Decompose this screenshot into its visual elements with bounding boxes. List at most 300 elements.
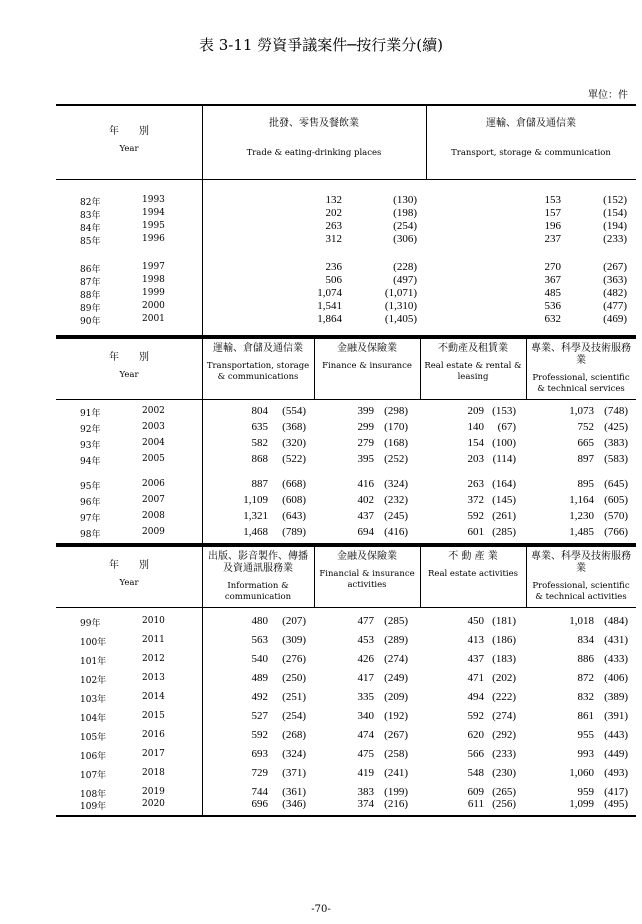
year-roc: 83年: [80, 211, 101, 221]
header-rule: [56, 399, 636, 400]
case-count: 196: [544, 220, 561, 232]
workers-involved-count: (241): [384, 767, 408, 779]
case-count: 752: [577, 421, 594, 433]
column-header-zh: 運輸、倉儲及通信業: [213, 343, 303, 354]
workers-involved-count: (265): [492, 786, 516, 798]
year-ad: 1996: [142, 234, 165, 244]
workers-involved-count: (186): [492, 634, 516, 646]
workers-involved-count: (268): [282, 729, 306, 741]
case-count: 804: [251, 405, 268, 417]
workers-involved-count: (482): [603, 287, 627, 299]
case-count: 665: [577, 437, 594, 449]
year-roc: 90年: [80, 317, 101, 327]
year-roc: 87年: [80, 278, 101, 288]
workers-involved-count: (254): [282, 710, 306, 722]
year-ad: 2009: [142, 527, 165, 537]
workers-involved-count: (320): [282, 437, 306, 449]
year-ad: 2004: [142, 438, 165, 448]
column-header-zh: 不 動 產 業: [448, 551, 498, 562]
workers-involved-count: (766): [604, 526, 628, 538]
section-top-rule: [56, 337, 636, 339]
case-count: 635: [251, 421, 268, 433]
case-count: 236: [325, 261, 342, 273]
year-roc: 91年: [80, 409, 101, 419]
table-section-1: [56, 104, 636, 336]
column-header-zh: 專業、科學及技術服務業: [531, 551, 631, 574]
workers-involved-count: (495): [604, 798, 628, 810]
case-count: 861: [577, 710, 594, 722]
workers-involved-count: (643): [282, 510, 306, 522]
year-roc: 95年: [80, 482, 101, 492]
year-roc: 107年: [80, 771, 107, 781]
case-count: 563: [251, 634, 268, 646]
case-count: 471: [467, 672, 484, 684]
workers-involved-count: (789): [282, 526, 306, 538]
case-count: 527: [251, 710, 268, 722]
case-count: 372: [467, 494, 484, 506]
workers-involved-count: (152): [603, 194, 627, 206]
workers-involved-count: (298): [384, 405, 408, 417]
workers-involved-count: (198): [393, 207, 417, 219]
column-header-1: [204, 343, 312, 383]
column-header-zh: 不動產及租賃業: [438, 343, 508, 354]
column-header-en: Transportation, storage & communications: [206, 361, 310, 382]
column-divider: [426, 104, 427, 179]
case-count: 592: [251, 729, 268, 741]
workers-involved-count: (324): [384, 478, 408, 490]
year-roc: 100年: [80, 638, 107, 648]
year-header: [56, 560, 202, 589]
year-roc: 106年: [80, 752, 107, 762]
year-header-en: Year: [119, 578, 139, 588]
case-count: 1,018: [569, 615, 594, 627]
workers-involved-count: (645): [604, 478, 628, 490]
year-ad: 1997: [142, 262, 165, 272]
workers-involved-count: (469): [603, 313, 627, 325]
column-header-zh: 批發、零售及餐飲業: [269, 118, 359, 129]
workers-involved-count: (252): [384, 453, 408, 465]
year-ad: 2019: [142, 787, 165, 797]
header-rule: [56, 179, 636, 180]
column-divider: [526, 545, 527, 607]
column-header-2: [316, 551, 418, 591]
case-count: 374: [357, 798, 374, 810]
year-ad: 2003: [142, 422, 165, 432]
case-count: 494: [467, 691, 484, 703]
case-count: 993: [577, 748, 594, 760]
workers-involved-count: (484): [604, 615, 628, 627]
case-count: 263: [325, 220, 342, 232]
year-ad: 2013: [142, 673, 165, 683]
case-count: 611: [467, 798, 484, 810]
column-header-2: [428, 118, 634, 159]
case-count: 540: [251, 653, 268, 665]
case-count: 959: [577, 786, 594, 798]
workers-involved-count: (233): [492, 748, 516, 760]
workers-involved-count: (324): [282, 748, 306, 760]
workers-involved-count: (363): [603, 274, 627, 286]
case-count: 566: [467, 748, 484, 760]
year-roc: 89年: [80, 304, 101, 314]
workers-involved-count: (251): [282, 691, 306, 703]
workers-involved-count: (431): [604, 634, 628, 646]
year-roc: 109年: [80, 802, 107, 812]
column-divider: [526, 337, 527, 399]
workers-involved-count: (371): [282, 767, 306, 779]
column-divider: [314, 337, 315, 399]
year-header-zh: 年 別: [109, 125, 149, 137]
workers-involved-count: (194): [603, 220, 627, 232]
case-count: 140: [467, 421, 484, 433]
year-roc: 103年: [80, 695, 107, 705]
case-count: 694: [357, 526, 374, 538]
section-top-rule: [56, 104, 636, 106]
column-header-zh: 出版、影音製作、傳播及資通訊服務業: [208, 551, 308, 574]
workers-involved-count: (416): [384, 526, 408, 538]
case-count: 592: [467, 510, 484, 522]
year-ad: 1999: [142, 288, 165, 298]
year-roc: 92年: [80, 425, 101, 435]
case-count: 263: [467, 478, 484, 490]
year-header: [56, 126, 202, 155]
year-header-en: Year: [119, 143, 139, 154]
section-bottom-rule: [56, 815, 636, 817]
workers-involved-count: (170): [384, 421, 408, 433]
workers-involved-count: (1,071): [384, 287, 417, 299]
workers-involved-count: (274): [384, 653, 408, 665]
table-section-2: [56, 337, 636, 544]
workers-involved-count: (285): [384, 615, 408, 627]
workers-involved-count: (391): [604, 710, 628, 722]
case-count: 609: [467, 786, 484, 798]
column-divider: [314, 545, 315, 607]
workers-involved-count: (181): [492, 615, 516, 627]
year-ad: 2007: [142, 495, 165, 505]
workers-involved-count: (497): [393, 274, 417, 286]
case-count: 744: [251, 786, 268, 798]
case-count: 312: [325, 233, 342, 245]
workers-involved-count: (254): [393, 220, 417, 232]
column-header-4: [528, 551, 634, 603]
workers-involved-count: (207): [282, 615, 306, 627]
case-count: 209: [467, 405, 484, 417]
year-roc: 84年: [80, 224, 101, 234]
workers-involved-count: (417): [604, 786, 628, 798]
workers-involved-count: (289): [384, 634, 408, 646]
year-roc: 97年: [80, 514, 101, 524]
workers-involved-count: (130): [393, 194, 417, 206]
column-divider: [202, 337, 203, 544]
year-roc: 108年: [80, 790, 107, 800]
year-ad: 2010: [142, 616, 165, 626]
workers-involved-count: (368): [282, 421, 306, 433]
column-header-1: [204, 118, 424, 159]
year-roc: 88年: [80, 291, 101, 301]
workers-involved-count: (292): [492, 729, 516, 741]
year-ad: 2000: [142, 301, 165, 311]
workers-involved-count: (209): [384, 691, 408, 703]
case-count: 489: [251, 672, 268, 684]
workers-involved-count: (383): [604, 437, 628, 449]
case-count: 1,164: [569, 494, 594, 506]
case-count: 279: [357, 437, 374, 449]
case-count: 437: [357, 510, 374, 522]
year-ad: 2006: [142, 479, 165, 489]
workers-involved-count: (570): [604, 510, 628, 522]
workers-involved-count: (145): [492, 494, 516, 506]
page-number: -70-: [311, 904, 331, 915]
workers-involved-count: (406): [604, 672, 628, 684]
workers-involved-count: (1,405): [384, 313, 417, 325]
year-ad: 2017: [142, 749, 165, 759]
case-count: 299: [357, 421, 374, 433]
workers-involved-count: (425): [604, 421, 628, 433]
year-ad: 1998: [142, 275, 165, 285]
workers-involved-count: (346): [282, 798, 306, 810]
case-count: 832: [577, 691, 594, 703]
year-ad: 2008: [142, 511, 165, 521]
case-count: 132: [325, 194, 342, 206]
workers-involved-count: (164): [492, 478, 516, 490]
case-count: 1,073: [569, 405, 594, 417]
year-ad: 2014: [142, 692, 165, 702]
column-header-4: [528, 343, 634, 395]
case-count: 1,321: [243, 510, 268, 522]
table-section-3: [56, 545, 636, 816]
workers-involved-count: (267): [603, 261, 627, 273]
column-header-2: [316, 343, 418, 372]
case-count: 399: [357, 405, 374, 417]
workers-involved-count: (493): [604, 767, 628, 779]
workers-involved-count: (228): [393, 261, 417, 273]
workers-involved-count: (202): [492, 672, 516, 684]
case-count: 477: [357, 615, 374, 627]
workers-involved-count: (389): [604, 691, 628, 703]
workers-involved-count: (230): [492, 767, 516, 779]
year-ad: 2012: [142, 654, 165, 664]
column-header-en: Transport, storage & communication: [451, 148, 611, 158]
workers-involved-count: (261): [492, 510, 516, 522]
column-header-en: Professional, scientific & technical services: [532, 373, 630, 394]
workers-involved-count: (522): [282, 453, 306, 465]
workers-involved-count: (583): [604, 453, 628, 465]
workers-involved-count: (100): [492, 437, 516, 449]
column-divider: [420, 545, 421, 607]
column-header-en: Trade & eating-drinking places: [246, 148, 382, 158]
case-count: 592: [467, 710, 484, 722]
case-count: 474: [357, 729, 374, 741]
workers-involved-count: (232): [384, 494, 408, 506]
year-ad: 2002: [142, 406, 165, 416]
workers-involved-count: (250): [282, 672, 306, 684]
year-ad: 2016: [142, 730, 165, 740]
column-header-zh: 專業、科學及技術服務業: [531, 343, 631, 366]
workers-involved-count: (168): [384, 437, 408, 449]
workers-involved-count: (199): [384, 786, 408, 798]
workers-involved-count: (183): [492, 653, 516, 665]
case-count: 548: [467, 767, 484, 779]
workers-involved-count: (267): [384, 729, 408, 741]
column-divider: [202, 545, 203, 816]
year-ad: 2005: [142, 454, 165, 464]
case-count: 419: [357, 767, 374, 779]
case-count: 402: [357, 494, 374, 506]
case-count: 485: [544, 287, 561, 299]
case-count: 620: [467, 729, 484, 741]
workers-involved-count: (192): [384, 710, 408, 722]
year-header-en: Year: [119, 370, 139, 380]
year-roc: 105年: [80, 733, 107, 743]
year-roc: 85年: [80, 237, 101, 247]
case-count: 729: [251, 767, 268, 779]
case-count: 1,109: [243, 494, 268, 506]
workers-involved-count: (154): [603, 207, 627, 219]
workers-involved-count: (153): [492, 405, 516, 417]
case-count: 897: [577, 453, 594, 465]
year-roc: 86年: [80, 265, 101, 275]
column-header-1: [204, 551, 312, 603]
case-count: 1,074: [317, 287, 342, 299]
case-count: 955: [577, 729, 594, 741]
case-count: 1,864: [317, 313, 342, 325]
year-roc: 82年: [80, 198, 101, 208]
case-count: 270: [544, 261, 561, 273]
year-roc: 104年: [80, 714, 107, 724]
case-count: 453: [357, 634, 374, 646]
workers-involved-count: (285): [492, 526, 516, 538]
workers-involved-count: (668): [282, 478, 306, 490]
workers-involved-count: (222): [492, 691, 516, 703]
case-count: 1,468: [243, 526, 268, 538]
workers-involved-count: (605): [604, 494, 628, 506]
case-count: 416: [357, 478, 374, 490]
case-count: 506: [325, 274, 342, 286]
case-count: 1,230: [569, 510, 594, 522]
case-count: 340: [357, 710, 374, 722]
case-count: 417: [357, 672, 374, 684]
year-ad: 2011: [142, 635, 165, 645]
workers-involved-count: (216): [384, 798, 408, 810]
case-count: 157: [544, 207, 561, 219]
column-header-3: [422, 551, 524, 580]
unit-label: 單位：件: [588, 90, 628, 101]
workers-involved-count: (306): [393, 233, 417, 245]
column-divider: [420, 337, 421, 399]
workers-involved-count: (554): [282, 405, 306, 417]
year-header: [56, 352, 202, 381]
year-ad: 2018: [142, 768, 165, 778]
case-count: 868: [251, 453, 268, 465]
case-count: 153: [544, 194, 561, 206]
workers-involved-count: (245): [384, 510, 408, 522]
workers-involved-count: (443): [604, 729, 628, 741]
page-title: 表 3-11 勞資爭議案件─按行業分(續): [199, 36, 443, 54]
column-header-3: [422, 343, 524, 383]
case-count: 154: [467, 437, 484, 449]
year-ad: 2020: [142, 799, 165, 809]
column-header-en: Real estate & rental & leasing: [424, 361, 522, 382]
workers-involved-count: (1,310): [384, 300, 417, 312]
column-header-zh: 運輸、倉儲及通信業: [486, 118, 576, 129]
workers-involved-count: (361): [282, 786, 306, 798]
year-roc: 99年: [80, 619, 101, 629]
workers-involved-count: (748): [604, 405, 628, 417]
workers-involved-count: (249): [384, 672, 408, 684]
workers-involved-count: (274): [492, 710, 516, 722]
case-count: 1,060: [569, 767, 594, 779]
workers-involved-count: (433): [604, 653, 628, 665]
case-count: 475: [357, 748, 374, 760]
case-count: 582: [251, 437, 268, 449]
workers-involved-count: (258): [384, 748, 408, 760]
year-roc: 101年: [80, 657, 107, 667]
case-count: 601: [467, 526, 484, 538]
case-count: 202: [325, 207, 342, 219]
case-count: 237: [544, 233, 561, 245]
workers-involved-count: (114): [492, 453, 516, 465]
column-header-en: Professional, scientific & technical activities: [532, 581, 630, 602]
year-header-zh: 年 別: [109, 560, 149, 571]
year-ad: 1993: [142, 195, 165, 205]
case-count: 383: [357, 786, 374, 798]
case-count: 632: [544, 313, 561, 325]
year-ad: 2001: [142, 314, 165, 324]
case-count: 536: [544, 300, 561, 312]
year-ad: 1995: [142, 221, 165, 231]
case-count: 413: [467, 634, 484, 646]
case-count: 1,099: [569, 798, 594, 810]
column-header-en: Information & communication: [224, 581, 292, 602]
case-count: 480: [251, 615, 268, 627]
header-rule: [56, 607, 636, 608]
case-count: 834: [577, 634, 594, 646]
workers-involved-count: (477): [603, 300, 627, 312]
section-top-rule: [56, 545, 636, 547]
case-count: 872: [577, 672, 594, 684]
workers-involved-count: (449): [604, 748, 628, 760]
workers-involved-count: (608): [282, 494, 306, 506]
column-divider: [202, 104, 203, 336]
case-count: 437: [467, 653, 484, 665]
year-roc: 98年: [80, 530, 101, 540]
case-count: 1,485: [569, 526, 594, 538]
column-header-zh: 金融及保險業: [337, 551, 397, 562]
year-roc: 94年: [80, 457, 101, 467]
case-count: 426: [357, 653, 374, 665]
case-count: 696: [251, 798, 268, 810]
workers-involved-count: (256): [492, 798, 516, 810]
column-header-zh: 金融及保險業: [337, 343, 397, 354]
case-count: 335: [357, 691, 374, 703]
case-count: 203: [467, 453, 484, 465]
workers-involved-count: (276): [282, 653, 306, 665]
year-ad: 1994: [142, 208, 165, 218]
workers-involved-count: (233): [603, 233, 627, 245]
year-roc: 102年: [80, 676, 107, 686]
case-count: 887: [251, 478, 268, 490]
year-ad: 2015: [142, 711, 165, 721]
case-count: 895: [577, 478, 594, 490]
year-header-zh: 年 別: [109, 352, 149, 363]
workers-involved-count: (67): [497, 421, 516, 433]
column-header-en: Finance & insurance: [322, 361, 412, 371]
case-count: 693: [251, 748, 268, 760]
column-header-en: Real estate activities: [428, 569, 518, 579]
year-roc: 93年: [80, 441, 101, 451]
workers-involved-count: (309): [282, 634, 306, 646]
case-count: 395: [357, 453, 374, 465]
case-count: 492: [251, 691, 268, 703]
